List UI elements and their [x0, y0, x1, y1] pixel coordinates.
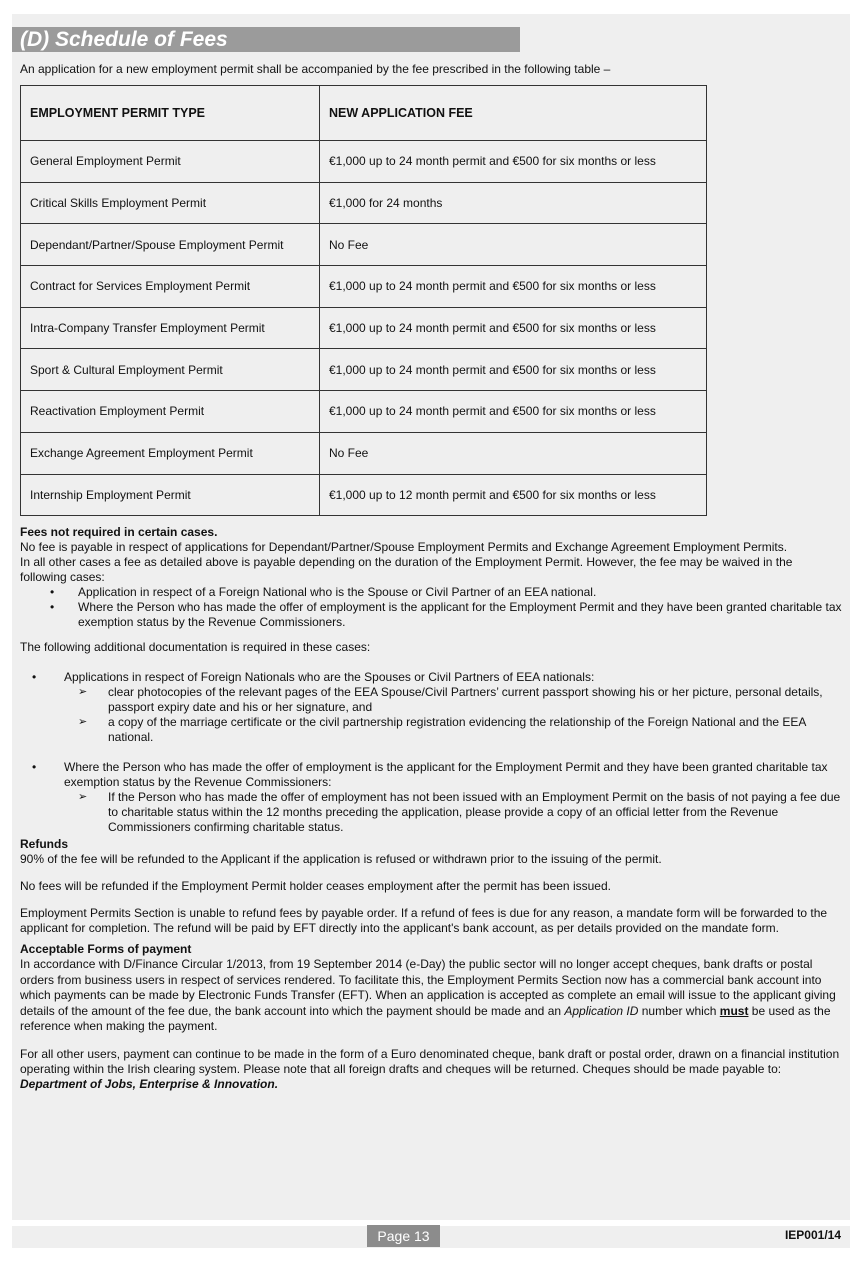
fee-cell: €1,000 up to 24 month permit and €500 for six months or less: [320, 349, 707, 391]
list-item-text: Application in respect of a Foreign National who is the Spouse or Civil Partner of an EEA national.: [78, 585, 597, 599]
table-row: [21, 391, 707, 433]
table-row: [21, 224, 707, 266]
arrow-bullet-icon: ➢: [78, 686, 88, 698]
permit-type-cell: Internship Employment Permit: [21, 474, 320, 516]
list-item-text: Applications in respect of Foreign Nationals who are the Spouses or Civil Partners of EEA nationals:: [64, 670, 595, 684]
documentation-list: [20, 670, 842, 835]
sub-list: [64, 685, 842, 745]
table-row: [21, 141, 707, 183]
bullet-icon: •: [32, 760, 37, 774]
table-row: [21, 432, 707, 474]
fee-cell: €1,000 up to 12 month permit and €500 for six months or less: [320, 474, 707, 516]
document-reference: IEP001/14: [784, 1228, 841, 1242]
list-item: [20, 585, 842, 600]
application-id-text: Application ID: [564, 1003, 639, 1018]
permit-type-cell: General Employment Permit: [21, 141, 320, 183]
sub-list-item-text: a copy of the marriage certificate or the civil partnership registration evidencing the relationship of the Foreign National and the EEA national.: [108, 715, 806, 744]
waiver-case-list: [20, 585, 842, 630]
table-row: [21, 182, 707, 224]
list-item: [20, 600, 842, 630]
paragraph: In all other cases a fee as detailed above is payable depending on the duration of the Employment Permit. However, the fee may be waived in the following cases:: [20, 555, 793, 584]
table-row: [21, 307, 707, 349]
page-number: Page 13: [367, 1225, 440, 1247]
fee-cell: €1,000 up to 24 month permit and €500 for six months or less: [320, 266, 707, 308]
paragraph-text: For all other users, payment can continue to be made in the form of a Euro denominated cheque, bank draft or postal order, drawn on a financial institution operating within the Irish clearing system. Please note that all foreign drafts and cheques will be returned. Cheques should be made payable to:: [20, 1046, 840, 1076]
permit-type-cell: Exchange Agreement Employment Permit: [21, 432, 320, 474]
bullet-icon: •: [50, 585, 55, 599]
table-row: [21, 349, 707, 391]
sub-list-item-text: clear photocopies of the relevant pages of the EEA Spouse/Civil Partners’ current passport showing his or her picture, personal details, passport expiry date and his or her signature, and: [108, 685, 823, 714]
paragraph-text: In accordance with D/Finance Circular 1/2013, from 19 September 2014 (e-Day) the public sector will no longer accept cheques, bank drafts or postal orders from business users in respect of services rendered. To facilitate this, the Employment Permits Section now has a commercial bank account into which payments can be made by Electronic Funds Transfer (EFT). When an application is accepted as complete an email will issue to the applicant giving details of the amount of the fee due, the bank account into which the payment should be made and an: [20, 957, 836, 1018]
sub-list-item-text: If the Person who has made the offer of employment has not been issued with an Employment Permit on the basis of not paying a fee due to charitable status within the 12 months preceding the application, please provide a copy of an official letter from the Revenue Commissioners confirming charitable status.: [108, 790, 841, 834]
permit-type-cell: Contract for Services Employment Permit: [21, 266, 320, 308]
sub-list-item: [64, 685, 842, 715]
section-title: (D) Schedule of Fees: [12, 27, 520, 52]
payment-paragraph: [20, 957, 842, 1035]
payee-text: Department of Jobs, Enterprise & Innovation.: [20, 1076, 279, 1091]
bullet-icon: •: [32, 670, 37, 684]
fee-cell: €1,000 for 24 months: [320, 182, 707, 224]
arrow-bullet-icon: ➢: [78, 716, 88, 728]
paragraph: The following additional documentation is required in these cases:: [20, 640, 371, 654]
list-item-text: Where the Person who has made the offer of employment is the applicant for the Employment Permit and they have been granted charitable tax exemption status by the Revenue Commissioners.: [78, 600, 842, 629]
sub-list-item: [64, 790, 842, 835]
fees-table: [20, 85, 707, 516]
permit-type-cell: Intra-Company Transfer Employment Permit: [21, 307, 320, 349]
paragraph: No fees will be refunded if the Employment Permit holder ceases employment after the permit has been issued.: [20, 879, 611, 893]
bullet-icon: •: [50, 600, 55, 614]
body-text: [20, 525, 842, 1092]
permit-type-cell: Dependant/Partner/Spouse Employment Permit: [21, 224, 320, 266]
payment-heading: Acceptable Forms of payment: [20, 942, 192, 956]
paragraph-text: be used as the reference when making the payment.: [20, 1003, 831, 1033]
fee-cell: €1,000 up to 24 month permit and €500 for six months or less: [320, 307, 707, 349]
list-item-text: Where the Person who has made the offer of employment is the applicant for the Employment Permit and they have been granted charitable tax exemption status by the Revenue Commissioners:: [64, 760, 828, 789]
list-item: [20, 670, 842, 745]
permit-type-cell: Reactivation Employment Permit: [21, 391, 320, 433]
paragraph-text: number which: [638, 1003, 720, 1018]
permit-type-cell: Critical Skills Employment Permit: [21, 182, 320, 224]
paragraph: No fee is payable in respect of applications for Dependant/Partner/Spouse Employment Permits and Exchange Agreement Employment Permits.: [20, 540, 788, 554]
payment-paragraph: [20, 1047, 842, 1092]
sub-list: [64, 790, 842, 835]
arrow-bullet-icon: ➢: [78, 791, 88, 803]
column-header: EMPLOYMENT PERMIT TYPE: [21, 86, 320, 141]
table-row: [21, 266, 707, 308]
permit-type-cell: Sport & Cultural Employment Permit: [21, 349, 320, 391]
paragraph: 90% of the fee will be refunded to the Applicant if the application is refused or withdrawn prior to the issuing of the permit.: [20, 852, 662, 866]
refunds-heading: Refunds: [20, 837, 68, 851]
list-item: [20, 760, 842, 835]
fee-cell: No Fee: [320, 224, 707, 266]
fee-cell: No Fee: [320, 432, 707, 474]
paragraph: Employment Permits Section is unable to refund fees by payable order. If a refund of fees is due for any reason, a mandate form will be forwarded to the applicant for completion. The refund will be paid by EFT directly into the applicant's bank account, as per details provided on the mandate form.: [20, 906, 828, 935]
must-text: must: [719, 1003, 749, 1018]
fee-cell: €1,000 up to 24 month permit and €500 for six months or less: [320, 141, 707, 183]
column-header: NEW APPLICATION FEE: [320, 86, 707, 141]
sub-list-item: [64, 715, 842, 745]
fees-not-required-heading: Fees not required in certain cases.: [20, 525, 218, 539]
fee-cell: €1,000 up to 24 month permit and €500 for six months or less: [320, 391, 707, 433]
intro-text: An application for a new employment permit shall be accompanied by the fee prescribed in the following table –: [20, 62, 611, 76]
table-header-row: [21, 86, 707, 141]
table-row: [21, 474, 707, 516]
